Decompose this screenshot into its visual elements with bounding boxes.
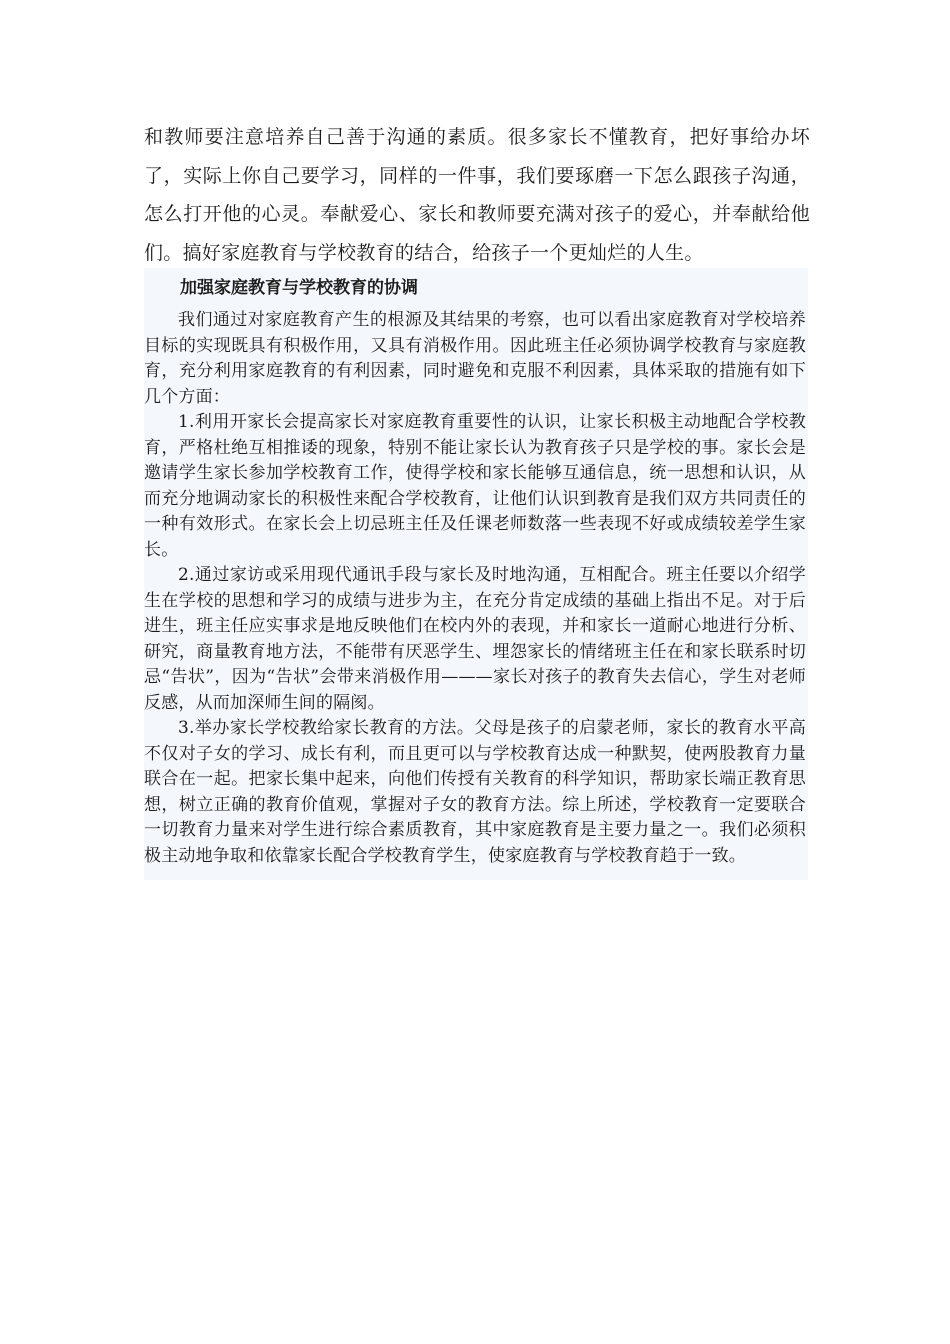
highlighted-section — [144, 268, 808, 880]
section-paragraph-3: 3.举办家长学校教给家长教育的方法。父母是孩子的启蒙老师，家长的教育水平高不仅对子女的学习、成长有利，而且更可以与学校教育达成一种默契，使两股教育力量联合在一起。把家长集中起来，向他们传授有关教育的科学知识，帮助家长端正教育思想，树立正确的教育价值观，掌握对子女的教育方法。综上所述，学校教育一定要联合一切教育力量来对学生进行综合素质教育，其中家庭教育是主要力量之一。我们必须积极主动地争取和依靠家长配合学校教育学生，使家庭教育与学校教育趋于一致。 — [144, 718, 806, 866]
section-paragraph-intro: 我们通过对家庭教育产生的根源及其结果的考察，也可以看出家庭教育对学校培养目标的实现既具有积极作用，又具有消极作用。因此班主任必须协调学校教育与家庭教育，充分利用家庭教育的有利因素，同时避免和克服不利因素，具体采取的措施有如下几个方面： — [144, 310, 806, 407]
section-paragraph-1: 1.利用开家长会提高家长对家庭教育重要性的认识，让家长积极主动地配合学校教育，严格杜绝互相推诿的现象，特别不能让家长认为教育孩子只是学校的事。家长会是邀请学生家长参加学校教育工作，使得学校和家长能够互通信息，统一思想和认识，从而充分地调动家长的积极性来配合学校教育，让他们认识到教育是我们双方共同责任的一种有效形式。在家长会上切忌班主任及任课老师数落一些表现不好或成绩较差学生家长。 — [144, 412, 806, 560]
intro-block — [144, 118, 810, 272]
section-paragraph-2: 2.通过家访或采用现代通讯手段与家长及时地沟通，互相配合。班主任要以介绍学生在学校的思想和学习的成绩与进步为主，在充分肯定成绩的基础上指出不足。对于后进生，班主任应实事求是地反映他们在校内外的表现，并和家长一道耐心地进行分析、研究，商量教育地方法，不能带有厌恶学生、埋怨家长的情绪班主任在和家长联系时切忌“告状”，因为“告状”会带来消极作用———家长对孩子的教育失去信心，学生对老师反感，从而加深师生间的隔阂。 — [144, 565, 806, 713]
section-heading: 加强家庭教育与学校教育的协调 — [180, 278, 418, 298]
section-body — [144, 308, 806, 869]
intro-paragraph: 和教师要注意培养自己善于沟通的素质。很多家长不懂教育，把好事给办坏了，实际上你自己要学习，同样的一件事，我们要琢磨一下怎么跟孩子沟通，怎么打开他的心灵。奉献爱心、家长和教师要充满对孩子的爱心，并奉献给他们。搞好家庭教育与学校教育的结合，给孩子一个更灿烂的人生。 — [144, 126, 810, 264]
